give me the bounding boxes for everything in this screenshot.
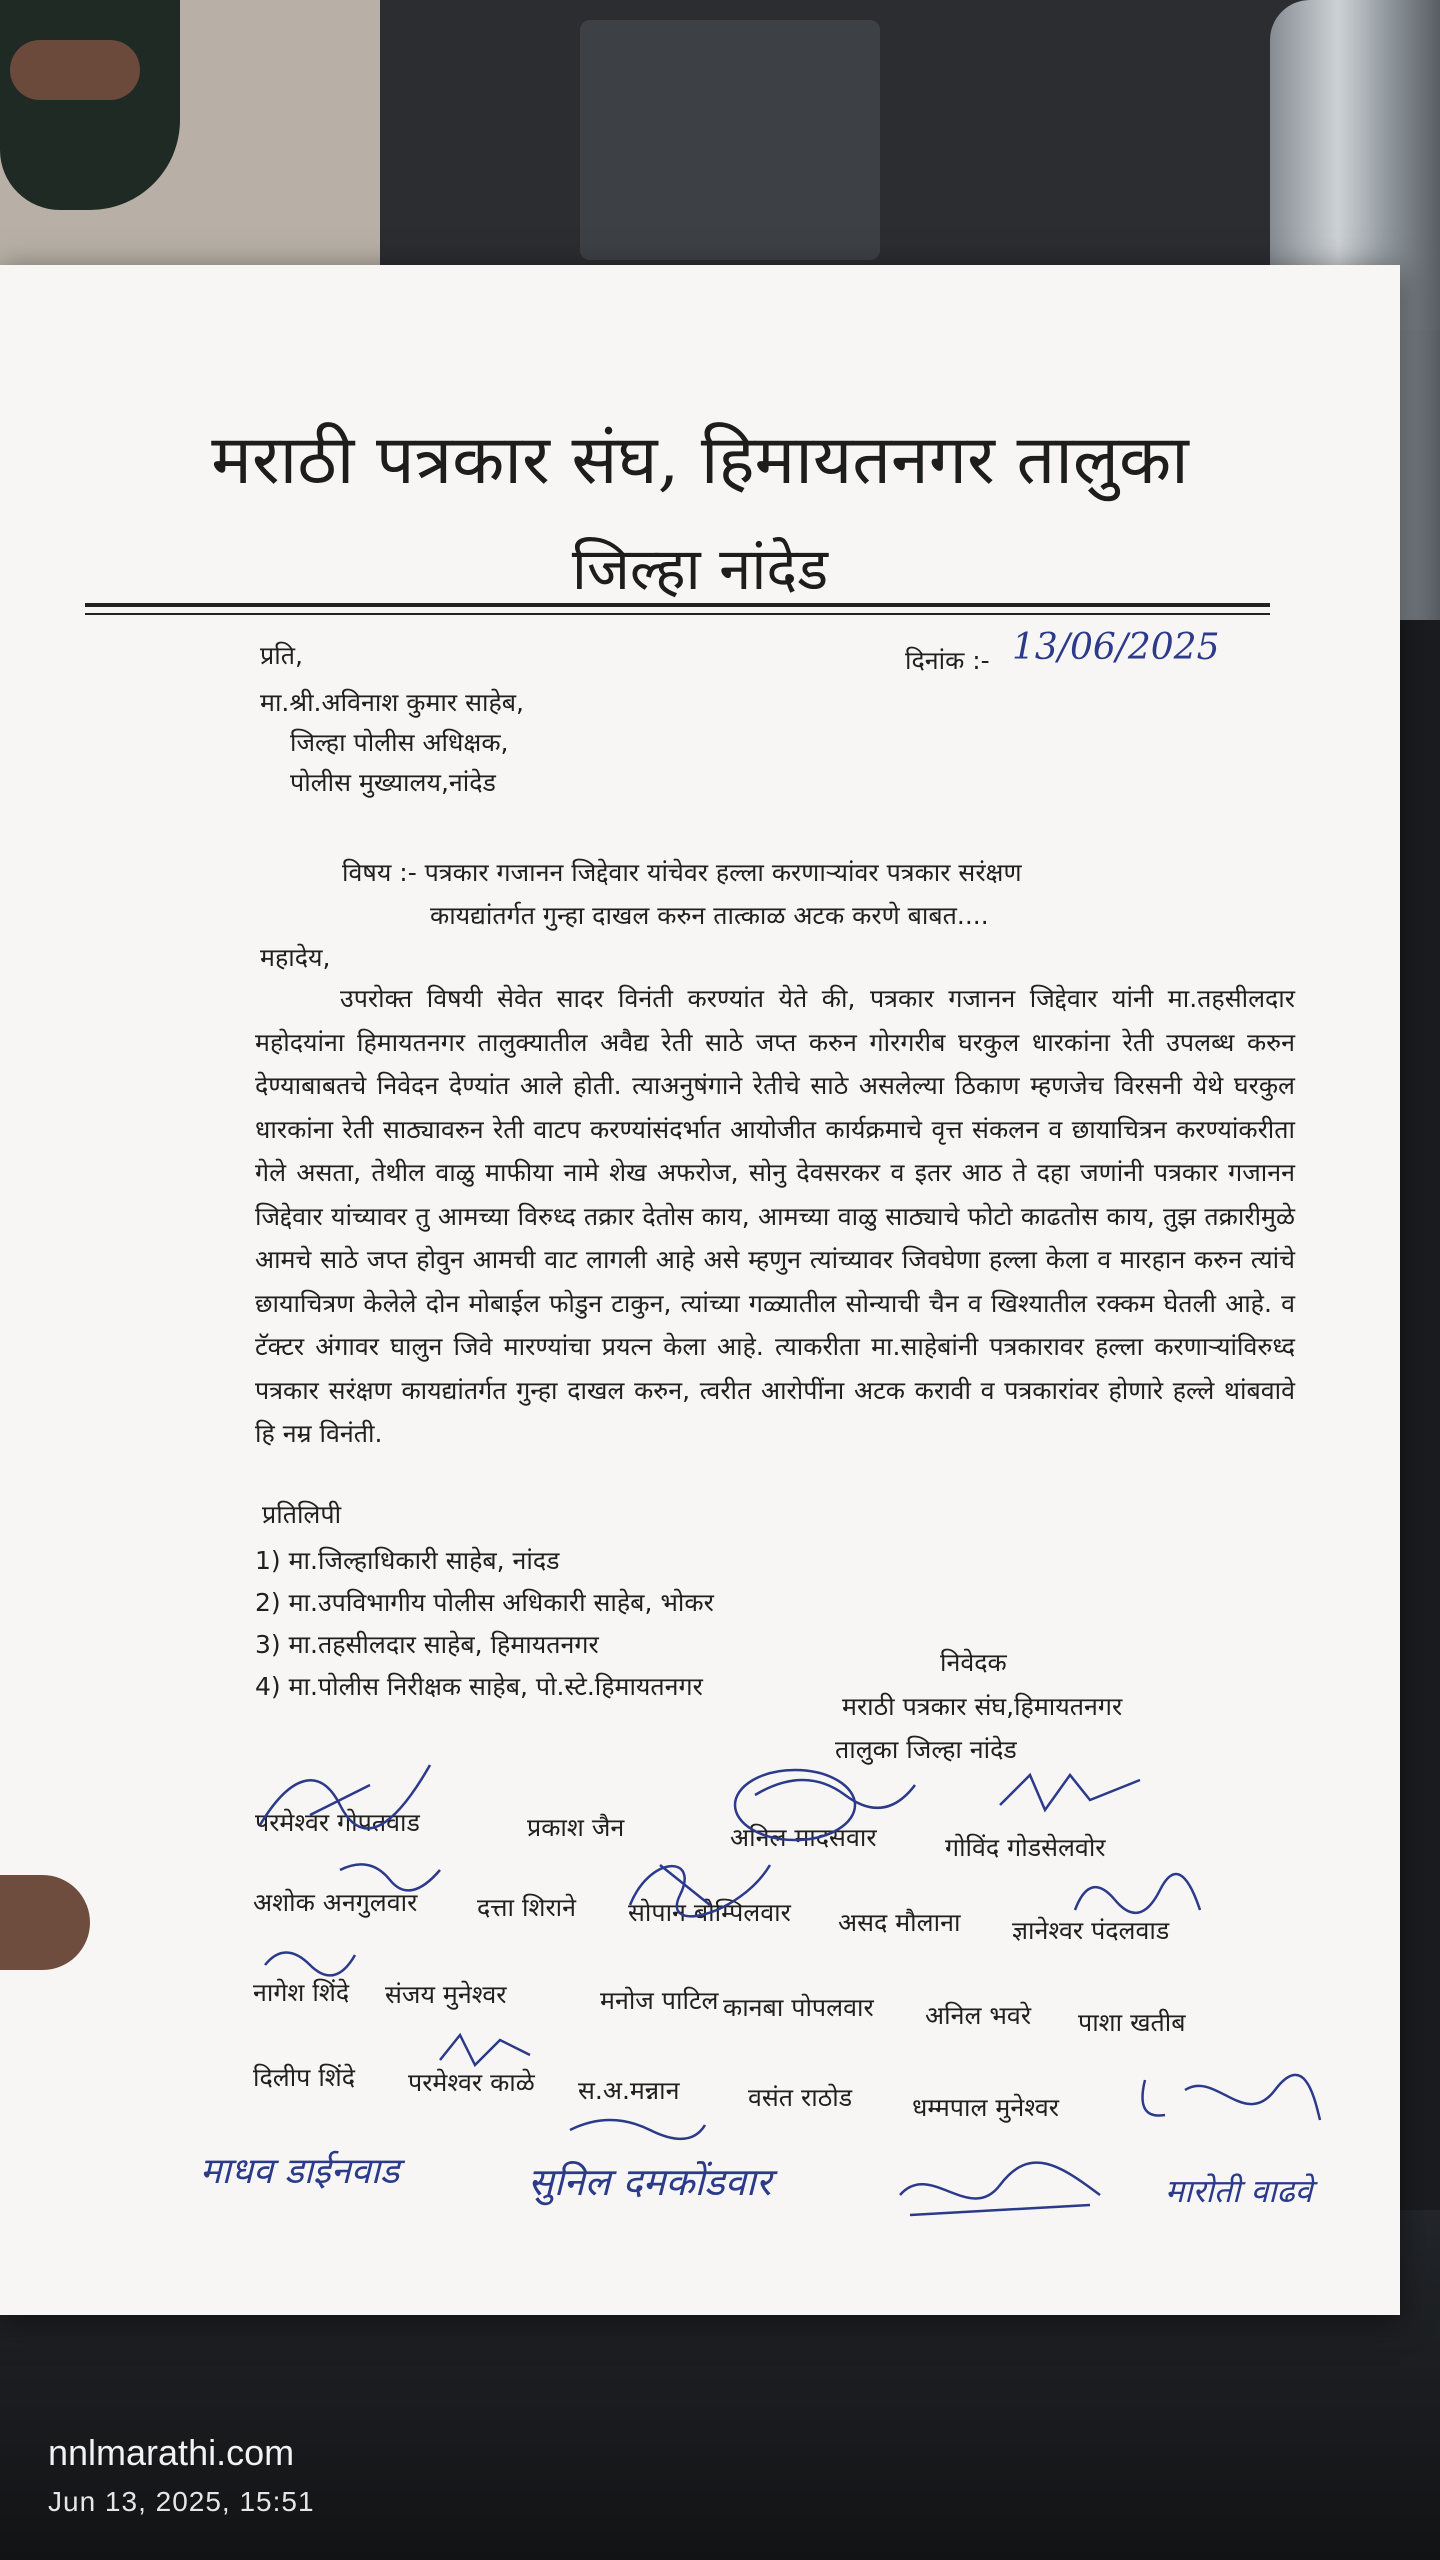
signature <box>990 1755 1160 1825</box>
signatory-name: मनोज पाटिल <box>600 1986 719 2015</box>
signatory-name: असद मौलाना <box>838 1908 961 1937</box>
signatory-name: दिलीप शिंदे <box>253 2063 356 2092</box>
signature <box>250 1755 450 1845</box>
copy-item: 3) मा.तहसीलदार साहेब, हिमायतनगर <box>255 1630 599 1659</box>
table-reflection <box>580 20 880 260</box>
signatory-name: अनिल भवरे <box>925 2001 1032 2030</box>
signature <box>560 2105 710 2145</box>
signatory-name: धम्मपाल मुनेश्वर <box>912 2093 1059 2122</box>
toes <box>10 40 140 100</box>
letterhead-title: मराठी पत्रकार संघ, हिमायतनगर तालुका <box>211 421 1189 500</box>
signatory-name: संजय मुनेश्वर <box>385 1980 507 2009</box>
signature <box>255 1935 365 1985</box>
signatory-name: अनिल मादसवार <box>730 1823 877 1852</box>
copy-item: 2) मा.उपविभागीय पोलीस अधिकारी साहेब, भोकर <box>255 1588 714 1617</box>
signature <box>890 2155 1110 2235</box>
recipient-name: मा.श्री.अविनाश कुमार साहेब, <box>260 688 524 717</box>
letter-paper <box>0 265 1400 2315</box>
signatory-name: दत्ता शिराने <box>477 1893 577 1922</box>
subject-line-1: विषय :- पत्रकार गजानन जिद्देवार यांचेवर हल्ला करणाऱ्यांवर पत्रकार सरंक्षण <box>342 858 1022 887</box>
copy-item: 4) मा.पोलीस निरीक्षक साहेब, पो.स्टे.हिमायतनगर <box>255 1672 703 1701</box>
signatory-name: परमेश्वर काळे <box>408 2068 535 2097</box>
signatory-name: अशोक अनगुलवार <box>253 1888 418 1917</box>
subject-line-2: कायद्यांतर्गत गुन्हा दाखल करुन तात्काळ अटक करणे बाबत.... <box>430 901 989 930</box>
signatory-name: कानबा पोपलवार <box>723 1993 874 2022</box>
signatory-name: पाशा खतीब <box>1078 2008 1186 2037</box>
signature <box>725 1755 925 1845</box>
recipient-prefix: प्रति, <box>260 641 303 670</box>
signatory-name: ज्ञानेश्वर पंदलवाड <box>1012 1916 1170 1945</box>
salutation: महादेय, <box>260 943 331 972</box>
signatory-name: परमेश्वर गोपतवाड <box>255 1808 420 1837</box>
signature <box>330 1850 450 1910</box>
signatory-name: वसंत राठोड <box>748 2083 853 2112</box>
signature <box>1060 1860 1210 1930</box>
signatory-name: सोपान बोम्पिलवार <box>628 1898 791 1927</box>
signature <box>1125 2060 1325 2140</box>
copies-heading: प्रतिलिपी <box>262 1500 342 1529</box>
watermark-site: nnlmarathi.com <box>48 2432 295 2473</box>
signatory-name: नागेश शिंदे <box>253 1978 350 2007</box>
sandal <box>0 0 180 210</box>
date-label: दिनांक :- <box>905 646 990 675</box>
signature <box>620 1845 780 1925</box>
letterhead-subtitle: जिल्हा नांदेड <box>571 535 829 603</box>
signatory-name: स.अ.मन्नान <box>578 2076 680 2105</box>
handwritten-name: सुनिल दमकोंडवार <box>528 2160 772 2204</box>
header-rule-thick <box>85 603 1270 607</box>
signatory-name: प्रकाश जैन <box>527 1813 625 1842</box>
copy-item: 1) मा.जिल्हाधिकारी साहेब, नांदड <box>255 1546 560 1575</box>
signature <box>430 2025 540 2075</box>
watermark-timestamp: Jun 13, 2025, 15:51 <box>48 2486 315 2517</box>
sender-org-line-2: तालुका जिल्हा नांदेड <box>835 1735 1017 1764</box>
recipient-office: पोलीस मुख्यालय,नांदेड <box>290 768 496 797</box>
header-rule-thin <box>85 613 1270 615</box>
date-value: 13/06/2025 <box>1012 627 1220 668</box>
letter-body <box>255 977 1295 1456</box>
signatory-name: गोविंद गोडसेलवोर <box>945 1833 1106 1862</box>
body-paragraph: उपरोक्त विषयी सेवेत सादर विनंती करण्यांत येते की, पत्रकार गजानन जिद्देवार यांनी मा.तहसीलदार महोदयांना हिमायतनगर तालुक्यातील अवैद्य रेती साठे जप्त करुन गोरगरीब घरकुल धारकांना रेती उपलब्ध करुन देण्याबाबतचे निवेदन देण्यांत आले होती. त्याअनुषंगाने रेतीचे साठे असलेल्या ठिकाण म्हणजेच विरसनी येथे घरकुल धारकांना रेती साठ्यावरुन रेती वाटप करण्यांसंदर्भात आयोजीत कार्यक्रमाचे वृत्त संकलन व छायाचित्रन करण्यांकरीता गेले असता, तेथील वाळु माफीया नामे शेख अफरोज, सोनु देवसरकर व इतर आठ ते दहा जणांनी पत्रकार गजानन जिद्देवार यांच्यावर तु आमच्या विरुध्द तक्रार देतोस काय, आमच्या वाळु साठ्याचे फोटो काढतोस काय, तुझ तक्रारीमुळे आमचे साठे जप्त होवुन आमची वाट लागली आहे असे म्हणुन त्यांच्यावर जिवघेणा हल्ला केला व मारहान करुन त्यांचे छायाचित्रण केलेले दोन मोबाईल फोडुन टाकुन, त्यांच्या गळ्यातील सोन्याची चैन व खिश्यातील रक्कम घेतली आहे. व टॅक्टर अंगावर घालुन जिवे मारण्यांचा प्रयत्न केला आहे. त्याकरीता मा.साहेबांनी पत्रकारावर हल्ला करणाऱ्यांविरुध्द पत्रकार सरंक्षण कायद्यांतर्गत गुन्हा दाखल करुन, त्वरीत आरोपींना अटक करावी व पत्रकारांवर होणारे हल्ले थांबवावे हि नम्र विनंती. <box>255 984 1295 1448</box>
handwritten-name: माधव डाईनवाड <box>200 2151 400 2192</box>
sender-label: निवेदक <box>940 1648 1007 1677</box>
handwritten-name: मारोती वाढवे <box>1165 2172 1313 2210</box>
recipient-designation: जिल्हा पोलीस अधिक्षक, <box>290 728 509 757</box>
sender-org-line-1: मराठी पत्रकार संघ,हिमायतनगर <box>842 1692 1123 1721</box>
